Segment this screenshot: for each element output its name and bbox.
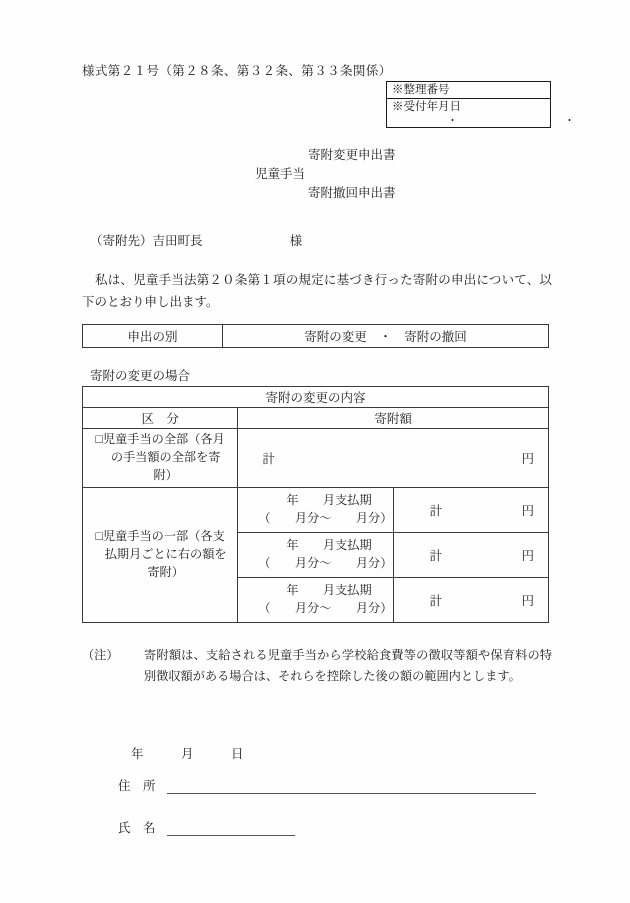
address-input-rule[interactable] (167, 780, 536, 794)
table-row (83, 488, 549, 533)
table-row (83, 387, 549, 408)
addressee-label: （寄附先）吉田町長 (90, 234, 203, 248)
addressee-honorific: 様 (289, 234, 303, 248)
name-label: 氏 名 (118, 821, 156, 835)
category-cell-partial[interactable] (83, 488, 238, 623)
name-row (118, 818, 295, 836)
total-label: 計 (429, 504, 443, 518)
column-header-category: 区 分 (83, 408, 238, 429)
title-line-change: 寄附変更申出書 (308, 148, 396, 162)
name-input-rule[interactable] (167, 822, 295, 836)
table-row (83, 429, 549, 488)
period-line-year-month: 年 月支払期 (286, 538, 372, 553)
currency-label: 円 (521, 549, 534, 563)
total-label: 計 (429, 594, 443, 608)
category-line: 払期月ごとに右の額を (104, 547, 227, 562)
official-receipt-box (386, 81, 603, 128)
title-subject: 児童手当 (255, 167, 306, 181)
payment-period-cell[interactable] (238, 533, 393, 578)
address-label: 住 所 (118, 779, 156, 793)
footnote (82, 645, 552, 688)
change-section-label: 寄附の変更の場合 (90, 369, 191, 383)
period-line-range: （ 月分〜 月分） (258, 556, 393, 570)
category-cell-full[interactable] (83, 429, 238, 488)
category-line: の手当額の全部を寄 (110, 450, 221, 465)
period-line-range: （ 月分〜 月分） (258, 511, 393, 525)
change-table-header: 寄附の変更の内容 (83, 387, 549, 408)
form-number: 様式第２１号（第２８条、第３２条、第３３条関係） (82, 64, 392, 78)
body-paragraph: 私は、児童手当法第２０条第１項の規定に基づき行った寄附の申出について、以下のとおり申し出ます。 (82, 273, 552, 309)
reference-number-label: ※整理番号 (387, 82, 550, 99)
payment-period-cell[interactable] (238, 488, 393, 533)
application-kind-options[interactable]: 寄附の変更 ・ 寄附の撤回 (223, 325, 549, 348)
receipt-date-label: ※受付年月日 (392, 101, 461, 113)
period-line-year-month: 年 月支払期 (286, 583, 372, 598)
receipt-date-field (387, 99, 603, 127)
application-kind-table (82, 324, 549, 348)
currency-label: 円 (521, 504, 534, 518)
table-row (83, 325, 549, 348)
amount-cell-period[interactable] (393, 578, 548, 623)
total-label: 計 (262, 452, 275, 466)
application-kind-label: 申出の別 (83, 325, 223, 348)
address-row (118, 776, 536, 794)
total-label: 計 (429, 549, 443, 563)
category-line: 附） (153, 467, 178, 482)
currency-label: 円 (521, 594, 534, 608)
table-row (83, 408, 549, 429)
amount-cell-period[interactable] (393, 533, 548, 578)
receipt-date-dots: ・ ・ (447, 114, 603, 127)
column-header-amount: 寄附額 (238, 408, 549, 429)
currency-label: 円 (521, 452, 534, 466)
amount-cell-full[interactable] (238, 429, 549, 488)
category-line: □児童手当の一部（各支 (95, 529, 225, 544)
date-line[interactable]: 年 月 日 (131, 747, 244, 761)
addressee (90, 231, 302, 249)
category-line: 寄附） (147, 564, 184, 579)
period-line-year-month: 年 月支払期 (286, 493, 372, 508)
category-line: □児童手当の全部（各月 (95, 432, 225, 447)
payment-period-cell[interactable] (238, 578, 393, 623)
title-line-withdraw: 寄附撤回申出書 (308, 186, 396, 200)
amount-cell-period[interactable] (393, 488, 548, 533)
period-line-range: （ 月分〜 月分） (258, 601, 393, 615)
footnote-text: 寄附額は、支給される児童手当から学校給食費等の徴収等額や保育料の特別徴収額がある場合は、それらを控除した後の額の範囲内とします。 (144, 648, 552, 684)
donation-change-table (82, 386, 549, 623)
footnote-marker: （注） (82, 648, 119, 662)
